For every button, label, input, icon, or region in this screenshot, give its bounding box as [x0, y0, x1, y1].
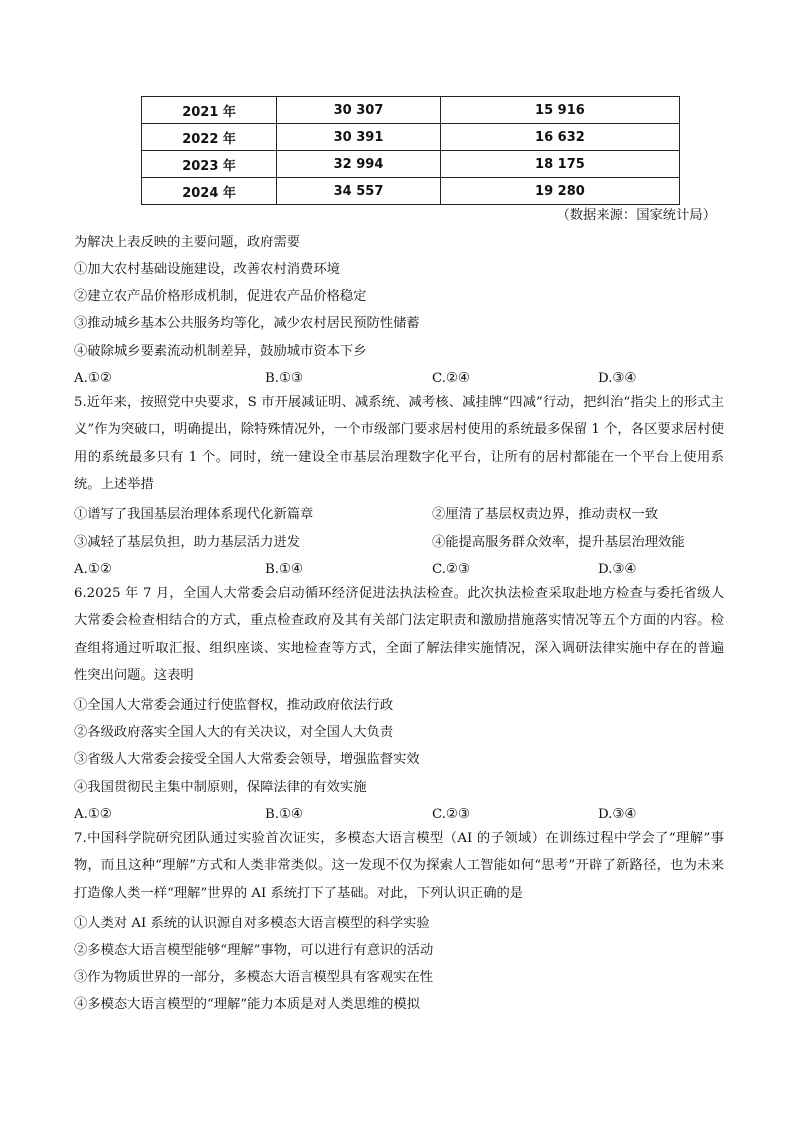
table-cell: 18 175: [440, 151, 679, 178]
choice-statement: ③作为物质世界的一部分，多模态大语言模型具有客观实在性: [74, 970, 434, 985]
table-cell: 15 916: [440, 97, 679, 124]
choice-statement: ③减轻了基层负担，助力基层活力迸发: [74, 535, 301, 550]
question-6-stem: 6.2025 年 7 月，全国人大常委会启动循环经济促进法执法检查。此次执法检查采取赴地方检查与委托省级人大常委会检查相结合的方式，重点检查政府及其有关部门法定职责和激励措施落实情况等五个方面的内容。检查组将通过听取汇报、组织座谈、实地检查等方式，全面了解法律实施情况，深入调研法律实施中存在的普遍性突出问题。这表明: [74, 586, 724, 684]
option-d[interactable]: D.③④: [598, 371, 637, 386]
table-cell: 2024 年: [142, 178, 277, 205]
option-a[interactable]: A.①②: [74, 562, 112, 577]
table-row: [142, 151, 680, 178]
option-a[interactable]: A.①②: [74, 371, 112, 386]
option-c[interactable]: C.②③: [432, 807, 470, 822]
choice-statement: ②各级政府落实全国人大的有关决议，对全国人大负责: [74, 725, 394, 740]
table-cell: 2022 年: [142, 124, 277, 151]
choice-statement: ②厘清了基层权责边界，推动责权一致: [432, 507, 659, 522]
option-b[interactable]: B.①④: [265, 562, 303, 577]
option-c[interactable]: C.②④: [432, 371, 470, 386]
choice-statement: ①全国人大常委会通过行使监督权，推动政府依法行政: [74, 698, 394, 713]
table-cell: 34 557: [277, 178, 441, 205]
table-row: [142, 178, 680, 205]
choice-statement: ④我国贯彻民主集中制原则，保障法律的有效实施: [74, 780, 367, 795]
option-d[interactable]: D.③④: [598, 807, 637, 822]
question-stem: 为解决上表反映的主要问题，政府需要: [74, 235, 301, 250]
table-cell: 2021 年: [142, 97, 277, 124]
question-5-stem: 5.近年来，按照党中央要求，S 市开展减证明、减系统、减考核、减挂牌“四减”行动，把纠治“指尖上的形式主义”作为突破口，明确提出，除特殊情况外，一个市级部门要求居村使用的系统最多保留 1 个，各区要求居村使用的系统最多只有 1 个。同时，统一建设全市基层治理数字化平台，让所有的居村都能在一个平台上使用系统。上述举措: [74, 395, 724, 493]
table-cell: 2023 年: [142, 151, 277, 178]
option-c[interactable]: C.②③: [432, 562, 470, 577]
question-7-stem: 7.中国科学院研究团队通过实验首次证实，多模态大语言模型（AI 的子领域）在训练过程中学会了“理解”事物，而且这种“理解”方式和人类非常类似。这一发现不仅为探索人工智能如何“思考”开辟了新路径，也为未来打造像人类一样“理解”世界的 AI 系统打下了基础。对此，下列认识正确的是: [74, 831, 724, 901]
choice-statement: ②建立农产品价格形成机制，促进农产品价格稳定: [74, 289, 367, 304]
table-cell: 30 307: [277, 97, 441, 124]
option-a[interactable]: A.①②: [74, 807, 112, 822]
choice-statement: ④能提高服务群众效率，提升基层治理效能: [432, 535, 685, 550]
choice-statement: ④破除城乡要素流动机制差异，鼓励城市资本下乡: [74, 344, 367, 359]
table-cell: 19 280: [440, 178, 679, 205]
choice-statement: ②多模态大语言模型能够“理解”事物，可以进行有意识的活动: [74, 943, 434, 958]
choice-statement: ①谱写了我国基层治理体系现代化新篇章: [74, 507, 314, 522]
table-cell: 32 994: [277, 151, 441, 178]
choice-statement: ③推动城乡基本公共服务均等化，减少农村居民预防性储蓄: [74, 316, 420, 331]
statistics-table: [141, 96, 680, 205]
choice-statement: ①人类对 AI 系统的认识源自对多模态大语言模型的科学实验: [74, 916, 430, 931]
table-source: （数据来源：国家统计局）: [556, 208, 716, 223]
table-row: [142, 124, 680, 151]
choice-statement: ①加大农村基础设施建设，改善农村消费环境: [74, 262, 340, 277]
option-b[interactable]: B.①④: [265, 807, 303, 822]
option-b[interactable]: B.①③: [265, 371, 303, 386]
choice-statement: ④多模态大语言模型的“理解”能力本质是对人类思维的模拟: [74, 997, 421, 1012]
table-row: [142, 97, 680, 124]
choice-statement: ③省级人大常委会接受全国人大常委会领导，增强监督实效: [74, 752, 420, 767]
table-cell: 16 632: [440, 124, 679, 151]
table-cell: 30 391: [277, 124, 441, 151]
option-d[interactable]: D.③④: [598, 562, 637, 577]
